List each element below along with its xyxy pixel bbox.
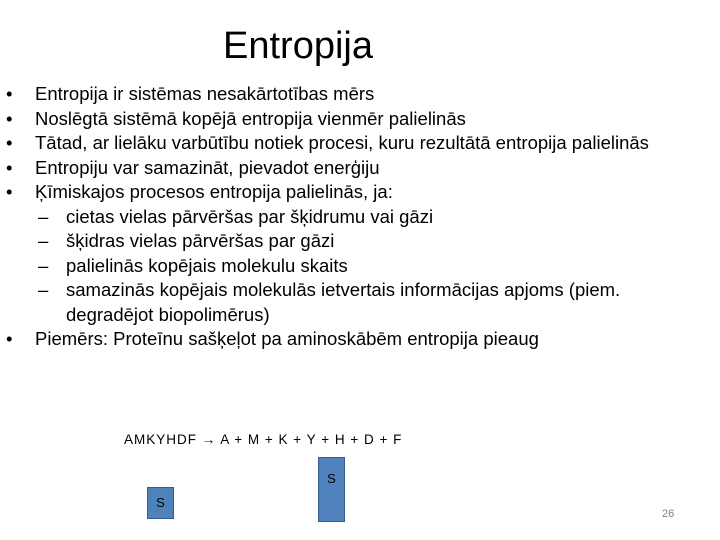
entropy-box-tall-label: S [327, 471, 336, 486]
reaction-formula: AMKYHDF → A + M + K + Y + H + D + F [124, 432, 403, 447]
sub-bullet-item: – samazinās kopējais molekulās ietvertais informācijas apjoms (piem. degradējot biopolimērus) [0, 278, 706, 327]
bullet-item: • Tātad, ar lielāku varbūtību notiek procesi, kuru rezultātā entropija palielinās [0, 131, 720, 156]
bullet-item: • Entropija ir sistēmas nesakārtotības mērs [0, 82, 720, 107]
entropy-box-small-label: S [156, 495, 165, 510]
entropy-box-small [147, 487, 174, 519]
slide-title: Entropija [223, 25, 373, 67]
bullet-item: • Entropiju var samazināt, pievadot enerģiju [0, 156, 720, 181]
sub-bullet-item: – palielinās kopējais molekulu skaits [0, 254, 720, 279]
sub-bullet-item: – cietas vielas pārvēršas par šķidrumu vai gāzi [0, 205, 720, 230]
sub-bullet-item: – šķidras vielas pārvēršas par gāzi [0, 229, 720, 254]
bullet-item: • Piemērs: Proteīnu sašķeļot pa aminoskābēm entropija pieaug [0, 327, 720, 352]
bullet-item: • Noslēgtā sistēmā kopējā entropija vienmēr palielinās [0, 107, 720, 132]
bullet-list [0, 82, 720, 352]
page-number: 26 [662, 508, 675, 520]
entropy-box-tall [318, 457, 345, 522]
bullet-item: • Ķīmiskajos procesos entropija palielinās, ja: [0, 180, 720, 205]
